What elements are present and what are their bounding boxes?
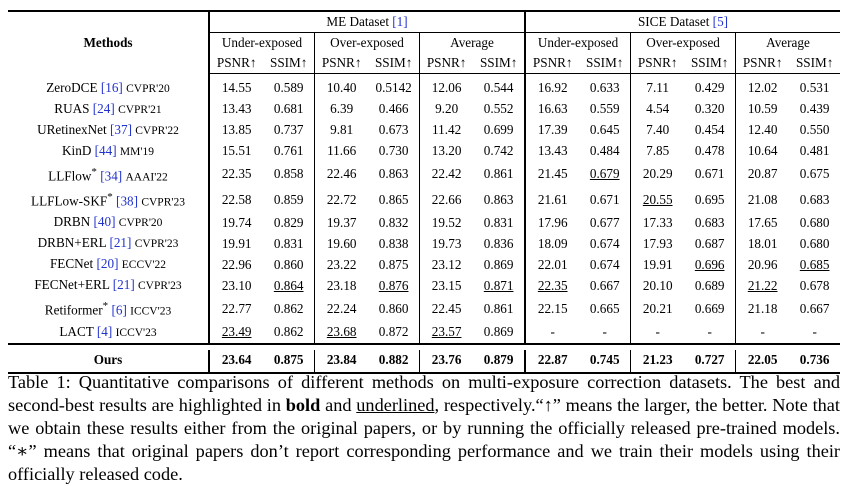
value-cell: 11.42 (419, 120, 473, 141)
value-cell: - (736, 322, 790, 344)
ours-value-cell: 22.05 (736, 350, 790, 373)
value-cell: 23.18 (315, 275, 369, 296)
group-header: Under-exposed (209, 33, 315, 54)
method-venue: CVPR'20 (126, 82, 170, 95)
value-cell: 17.39 (525, 120, 579, 141)
value-cell: 20.55 (631, 187, 685, 212)
value-cell: 19.52 (419, 212, 473, 233)
caption-text-1: Table 1: Quantitative comparisons of different methods on multi-exposure correction datasets. The best and second-best results are highlighted in (8, 372, 840, 415)
method-ref[interactable]: [38] (116, 193, 139, 209)
value-cell: 0.699 (483, 122, 514, 137)
value-cell: 0.439 (799, 101, 830, 116)
table-caption (8, 371, 840, 486)
value-cell: - (707, 324, 712, 340)
value-cell: 0.669 (694, 300, 725, 316)
metric-header: PSNR↑ (315, 53, 369, 74)
value-cell: 22.24 (315, 296, 369, 321)
value-cell: 0.876 (378, 277, 409, 293)
value-cell: 0.858 (273, 166, 304, 182)
value-cell: 9.81 (315, 120, 369, 141)
method-venue: CVPR'20 (118, 217, 163, 230)
value-cell: 0.869 (483, 324, 514, 340)
value-cell: 0.831 (273, 235, 304, 251)
value-cell: 22.45 (419, 296, 473, 321)
me-dataset-header (209, 11, 525, 33)
value-cell: 21.22 (736, 275, 790, 296)
metric-header: SSIM↑ (579, 53, 630, 74)
value-cell: 0.667 (589, 277, 620, 293)
value-cell: 22.58 (209, 187, 263, 212)
value-cell: 13.43 (209, 99, 263, 120)
table-row (8, 296, 840, 321)
value-cell: 0.687 (694, 235, 725, 251)
method-name: DRBN+ERL (37, 235, 107, 251)
value-cell: 0.860 (273, 256, 304, 272)
method-cell (8, 212, 209, 233)
value-cell: - (602, 324, 607, 340)
value-cell: 15.51 (209, 141, 263, 162)
method-ref[interactable]: [4] (96, 323, 113, 339)
table-row (8, 74, 840, 99)
value-cell: 21.45 (525, 162, 579, 187)
value-cell: 16.92 (525, 74, 579, 99)
value-cell: 17.93 (631, 233, 685, 254)
value-cell: 0.674 (589, 256, 620, 272)
method-cell (8, 74, 209, 99)
method-ref[interactable]: [37] (109, 121, 132, 137)
value-cell: - (812, 324, 817, 340)
value-cell: 0.680 (799, 214, 830, 230)
value-cell: - (631, 322, 685, 344)
value-cell: 20.96 (736, 254, 790, 275)
table-row (8, 233, 840, 254)
value-cell: 6.39 (315, 99, 369, 120)
method-cell (8, 162, 209, 187)
ours-value-cell: 0.736 (789, 350, 840, 373)
value-cell: 23.57 (419, 322, 473, 344)
value-cell: - (525, 322, 579, 344)
metric-header: PSNR↑ (525, 53, 579, 74)
value-cell: 20.21 (631, 296, 685, 321)
method-ref[interactable]: [16] (100, 79, 123, 95)
method-venue: ICCV'23 (130, 305, 172, 318)
value-cell: 22.77 (209, 296, 263, 321)
group-header: Under-exposed (525, 33, 631, 54)
value-cell: 13.43 (525, 141, 579, 162)
value-cell: 7.85 (631, 141, 685, 162)
value-cell: 0.860 (378, 300, 409, 316)
metric-header: SSIM↑ (789, 53, 840, 74)
ours-value-cell: 22.87 (525, 350, 579, 373)
method-cell (8, 275, 209, 296)
ours-value-cell: 23.76 (419, 350, 473, 373)
value-cell: 9.20 (419, 99, 473, 120)
method-ref[interactable]: [20] (96, 256, 119, 272)
value-cell: 0.681 (273, 101, 304, 116)
value-cell: 0.859 (273, 191, 304, 207)
method-venue: CVPR'21 (118, 103, 162, 116)
value-cell: 17.96 (525, 212, 579, 233)
value-cell: 0.478 (694, 143, 725, 158)
method-cell (8, 322, 209, 344)
method-venue: CVPR'22 (135, 124, 179, 137)
value-cell: 20.87 (736, 162, 790, 187)
value-cell: 16.63 (525, 99, 579, 120)
value-cell: 0.862 (273, 324, 304, 340)
metric-header: SSIM↑ (368, 53, 419, 74)
value-cell: 0.861 (483, 300, 514, 316)
method-star: * (102, 300, 109, 313)
value-cell: 0.550 (799, 122, 830, 137)
value-cell: 0.864 (273, 277, 304, 293)
method-ref[interactable]: [24] (92, 100, 115, 116)
value-cell: 0.671 (589, 191, 620, 207)
value-cell: 19.60 (315, 233, 369, 254)
value-cell: 23.22 (315, 254, 369, 275)
method-name: DRBN (53, 214, 91, 230)
value-cell: 22.35 (525, 275, 579, 296)
value-cell: 23.49 (209, 322, 263, 344)
ours-row (8, 350, 840, 373)
metric-header: PSNR↑ (419, 53, 473, 74)
value-cell: 7.11 (631, 74, 685, 99)
value-cell: 0.429 (694, 80, 725, 96)
sice-dataset-name: SICE Dataset (637, 14, 710, 29)
value-cell: 23.12 (419, 254, 473, 275)
group-header: Average (736, 33, 840, 54)
ours-value-cell: 23.64 (209, 350, 263, 373)
value-cell: 0.671 (694, 166, 725, 182)
value-cell: 12.02 (736, 74, 790, 99)
metric-header: PSNR↑ (631, 53, 685, 74)
value-cell: 22.01 (525, 254, 579, 275)
table-row (8, 162, 840, 187)
value-cell: 0.685 (799, 256, 830, 272)
sice-dataset-ref[interactable]: [5] (712, 14, 729, 29)
method-cell (8, 99, 209, 120)
value-cell: 0.544 (483, 80, 514, 96)
method-venue: ECCV'22 (121, 259, 167, 272)
method-name: KinD (62, 142, 92, 158)
value-cell: 0.861 (483, 166, 514, 182)
value-cell: 12.40 (736, 120, 790, 141)
value-cell: 20.10 (631, 275, 685, 296)
value-cell: 0.466 (378, 101, 409, 116)
value-cell: 0.838 (378, 235, 409, 251)
value-cell: 0.552 (483, 101, 514, 116)
value-cell: 22.46 (315, 162, 369, 187)
value-cell: 21.18 (736, 296, 790, 321)
metric-header: PSNR↑ (736, 53, 790, 74)
table-row (8, 120, 840, 141)
method-ref[interactable]: [21] (109, 235, 132, 251)
metric-header: SSIM↑ (684, 53, 735, 74)
method-venue: MM'19 (119, 145, 154, 158)
value-cell: 0.484 (589, 143, 620, 158)
ours-value-cell: 0.882 (368, 350, 419, 373)
me-dataset-name: ME Dataset (326, 14, 389, 29)
value-cell: 0.871 (483, 277, 514, 293)
method-ref[interactable]: [40] (93, 214, 116, 230)
sice-dataset-header (525, 11, 840, 33)
value-cell: 21.61 (525, 187, 579, 212)
method-cell (8, 296, 209, 321)
value-cell: 22.66 (419, 187, 473, 212)
value-cell: 19.37 (315, 212, 369, 233)
value-cell: 17.33 (631, 212, 685, 233)
value-cell: 0.872 (378, 324, 409, 340)
value-cell: 0.836 (483, 235, 514, 251)
value-cell: 0.730 (378, 143, 409, 158)
ours-value-cell: 0.745 (579, 350, 630, 373)
ours-value-cell: 0.875 (263, 350, 314, 373)
method-name: FECNet (49, 256, 94, 272)
value-cell: 13.20 (419, 141, 473, 162)
value-cell: 12.06 (419, 74, 473, 99)
method-ref[interactable]: [34] (100, 167, 123, 183)
method-cell (8, 187, 209, 212)
value-cell: 22.96 (209, 254, 263, 275)
value-cell: 0.695 (694, 191, 725, 207)
value-cell: 19.91 (631, 254, 685, 275)
method-ref[interactable]: [21] (112, 277, 135, 293)
method-venue: ICCV'23 (115, 326, 157, 339)
method-venue: CVPR'23 (141, 196, 185, 209)
value-cell: 19.74 (209, 212, 263, 233)
ours-value-cell: 23.84 (315, 350, 369, 373)
value-cell: 0.832 (378, 214, 409, 230)
value-cell: 20.29 (631, 162, 685, 187)
method-cell (8, 254, 209, 275)
value-cell: 4.54 (631, 99, 685, 120)
value-cell: 18.09 (525, 233, 579, 254)
method-name: LLFlow (48, 167, 92, 183)
value-cell: 0.865 (378, 191, 409, 207)
value-cell: 10.64 (736, 141, 790, 162)
method-name: FECNet+ERL (34, 277, 110, 293)
method-venue: AAAI'22 (125, 170, 168, 183)
method-ref[interactable]: [44] (94, 142, 117, 158)
method-cell (8, 141, 209, 162)
value-cell: 0.531 (799, 80, 830, 96)
value-cell: 0.737 (273, 122, 304, 137)
methods-column-header: Methods (8, 11, 209, 74)
method-ref[interactable]: [6] (111, 302, 127, 318)
method-venue: CVPR'23 (134, 238, 179, 251)
table-row (8, 254, 840, 275)
method-star: * (91, 165, 97, 178)
table-row (8, 187, 840, 212)
value-cell: 0.673 (378, 122, 409, 137)
value-cell: 22.72 (315, 187, 369, 212)
value-cell: 0.675 (799, 166, 830, 182)
value-cell: 0.869 (483, 256, 514, 272)
caption-bold-word: bold (285, 395, 321, 415)
value-cell: 7.40 (631, 120, 685, 141)
method-star: * (107, 190, 113, 203)
caption-text-2: and (320, 395, 357, 415)
value-cell: 0.645 (589, 122, 620, 137)
value-cell: 0.678 (799, 277, 830, 293)
table-row (8, 212, 840, 233)
group-header: Over-exposed (631, 33, 736, 54)
value-cell: 23.15 (419, 275, 473, 296)
value-cell: 0.589 (273, 80, 304, 96)
value-cell: 0.481 (799, 143, 830, 158)
value-cell: 14.55 (209, 74, 263, 99)
metric-header: PSNR↑ (209, 53, 263, 74)
value-cell: 0.683 (694, 214, 725, 230)
ours-value-cell: 21.23 (631, 350, 685, 373)
table-row (8, 322, 840, 344)
value-cell: 0.677 (589, 214, 620, 230)
value-cell: 0.862 (273, 300, 304, 316)
method-venue: CVPR'23 (138, 280, 182, 293)
value-cell: 0.761 (273, 143, 304, 158)
value-cell: 0.875 (378, 256, 409, 272)
ours-value-cell: 0.727 (684, 350, 735, 373)
value-cell: 23.68 (315, 322, 369, 344)
value-cell: 0.559 (589, 101, 620, 116)
value-cell: 0.633 (589, 80, 620, 96)
caption-underlined-word: underlined (356, 395, 435, 415)
value-cell: 10.40 (315, 74, 369, 99)
me-dataset-ref[interactable]: [1] (392, 14, 408, 29)
value-cell: 0.696 (694, 256, 725, 272)
ours-name: Ours (8, 350, 209, 373)
value-cell: 17.65 (736, 212, 790, 233)
method-name: LLFLow-SKF (31, 193, 108, 209)
method-name: Retiformer (44, 302, 103, 318)
group-header: Over-exposed (315, 33, 420, 54)
value-cell: 13.85 (209, 120, 263, 141)
ours-value-cell: 0.879 (473, 350, 525, 373)
value-cell: 23.10 (209, 275, 263, 296)
table-row (8, 99, 840, 120)
value-cell: 0.831 (483, 214, 514, 230)
method-cell (8, 120, 209, 141)
method-cell (8, 233, 209, 254)
value-cell: 22.42 (419, 162, 473, 187)
value-cell: 19.73 (419, 233, 473, 254)
value-cell: 21.08 (736, 187, 790, 212)
value-cell: 0.679 (589, 166, 620, 182)
value-cell: 0.863 (378, 166, 409, 182)
table-row (8, 141, 840, 162)
value-cell: 0.674 (589, 235, 620, 251)
value-cell: 0.667 (799, 300, 830, 316)
value-cell: 22.15 (525, 296, 579, 321)
caption-text-3: , respectively.“↑” means the larger, the better. Note that we obtain these results either from the original papers, or by running the officially released pre-trained models. “∗” means that original papers don’t report corresponding performance and we train their models using their officially released code. (8, 395, 840, 484)
value-cell: 0.320 (694, 101, 725, 116)
value-cell: 0.454 (694, 122, 725, 137)
value-cell: 18.01 (736, 233, 790, 254)
value-cell: 11.66 (315, 141, 369, 162)
metric-header: SSIM↑ (263, 53, 314, 74)
value-cell: 0.680 (799, 235, 830, 251)
method-name: LACT (59, 323, 94, 339)
method-name: ZeroDCE (46, 79, 98, 95)
value-cell: 0.5142 (375, 80, 412, 96)
metric-header: SSIM↑ (473, 53, 525, 74)
results-table (8, 10, 840, 374)
value-cell: 0.742 (483, 143, 514, 158)
value-cell: 19.91 (209, 233, 263, 254)
table-row (8, 275, 840, 296)
group-header: Average (419, 33, 525, 54)
method-name: RUAS (54, 100, 90, 116)
value-cell: 10.59 (736, 99, 790, 120)
value-cell: 0.829 (273, 214, 304, 230)
value-cell: 0.665 (589, 300, 620, 316)
method-name: URetinexNet (37, 121, 107, 137)
value-cell: 0.863 (483, 191, 514, 207)
value-cell: 0.689 (694, 277, 725, 293)
value-cell: 22.35 (209, 162, 263, 187)
value-cell: 0.683 (799, 191, 830, 207)
